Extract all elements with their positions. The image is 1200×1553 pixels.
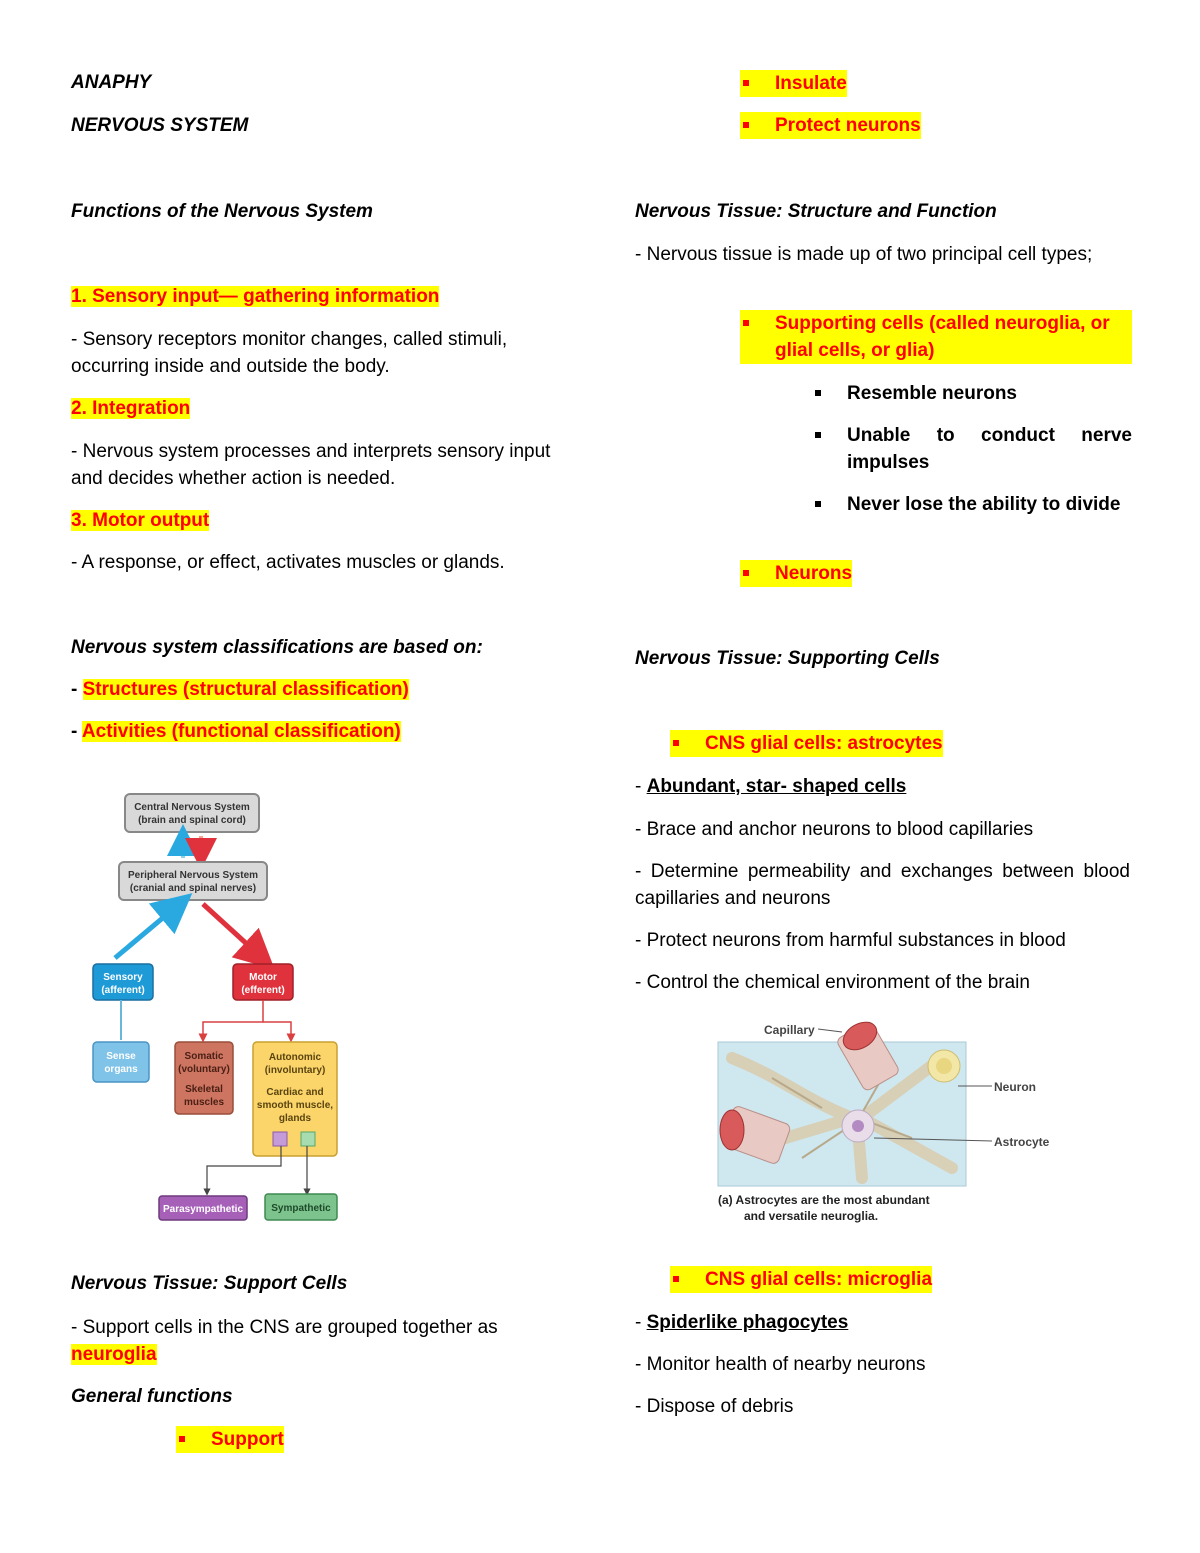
classification-structural: - Structures (structural classification) — [71, 679, 409, 700]
functions-heading: Functions of the Nervous System — [71, 201, 373, 222]
document-title: ANAPHY — [71, 72, 152, 93]
sensory-label-2: (afferent) — [101, 985, 145, 996]
cns-box — [125, 794, 259, 832]
function-1-text: - Sensory receptors monitor changes, called stimuli, occurring inside and outside the body. — [71, 329, 508, 377]
sub-bullet-never: Never lose the ability to divide — [812, 491, 1132, 518]
parasympathetic-label: Parasympathetic — [162, 1204, 244, 1215]
sympathetic-label: Sympathetic — [271, 1203, 331, 1214]
sub-bullet-unable: Unable to conduct nerve impulses — [812, 422, 1132, 476]
microglia-point-1: - Spiderlike phagocytes — [635, 1312, 849, 1333]
sense-organs-label-1: Sense — [106, 1051, 136, 1062]
somatic-label-4: muscles — [183, 1097, 225, 1108]
microglia-point-3: - Dispose of debris — [635, 1396, 794, 1417]
classification-functional: - Activities (functional classification) — [71, 721, 401, 742]
pns-label-2: (cranial and spinal nerves) — [129, 883, 257, 894]
function-1-title: 1. Sensory input— gathering information — [71, 286, 440, 307]
autonomic-label-4: smooth muscle, — [256, 1100, 334, 1111]
motor-label-2: (efferent) — [241, 985, 285, 996]
function-2-title: 2. Integration — [71, 398, 191, 419]
somatic-label-1: Somatic — [184, 1051, 224, 1062]
motor-label-1: Motor — [249, 972, 277, 983]
document-subtitle: NERVOUS SYSTEM — [71, 115, 249, 136]
general-functions-heading: General functions — [71, 1386, 233, 1407]
astrocytes-point-5: - Control the chemical environment of the brain — [635, 972, 1030, 993]
cns-label-1: Central Nervous System — [134, 802, 250, 813]
figure-caption-1: (a) Astrocytes are the most abundant — [718, 1193, 930, 1207]
function-2-text: - Nervous system processes and interprets sensory input and decides whether action is needed. — [71, 441, 551, 489]
general-function-support: Support — [176, 1426, 284, 1453]
pns-box — [119, 862, 267, 900]
astrocytes-point-3: - Determine permeability and exchanges between blood capillaries and neurons — [635, 861, 1130, 909]
capillary-label: Capillary — [764, 1023, 815, 1037]
sense-organs-label-2: organs — [104, 1064, 138, 1075]
pns-label-1: Peripheral Nervous System — [127, 870, 259, 881]
nervous-system-diagram — [85, 788, 355, 1228]
autonomic-label-3: Cardiac and — [266, 1087, 324, 1098]
autonomic-label-2: (involuntary) — [264, 1065, 326, 1076]
microglia-point-2: - Monitor health of nearby neurons — [635, 1354, 926, 1375]
sensory-label-1: Sensory — [103, 972, 143, 983]
cns-label-2: (brain and spinal cord) — [138, 815, 246, 826]
bullet-neurons: Neurons — [740, 560, 852, 587]
astrocytes-title: CNS glial cells: astrocytes — [670, 730, 943, 757]
microglia-title: CNS glial cells: microglia — [670, 1266, 932, 1293]
support-cells-heading: Nervous Tissue: Support Cells — [71, 1273, 348, 1294]
astrocyte-figure — [712, 1018, 1072, 1230]
astrocytes-point-1: - Abundant, star- shaped cells — [635, 776, 907, 797]
astrocytes-point-2: - Brace and anchor neurons to blood capillaries — [635, 819, 1034, 840]
autonomic-label-1: Autonomic — [268, 1052, 322, 1063]
autonomic-label-5: glands — [278, 1113, 312, 1124]
bullet-protect-neurons: Protect neurons — [740, 112, 921, 139]
support-cells-text: - Support cells in the CNS are grouped together as neuroglia — [71, 1317, 498, 1365]
neuron-label: Neuron — [994, 1080, 1036, 1094]
sense-organs-box — [93, 1042, 149, 1082]
astrocytes-point-4: - Protect neurons from harmful substances in blood — [635, 930, 1066, 951]
supporting-cells-heading: Nervous Tissue: Supporting Cells — [635, 648, 940, 669]
tissue-structure-heading: Nervous Tissue: Structure and Function — [635, 201, 997, 222]
tissue-structure-text: - Nervous tissue is made up of two principal cell types; — [635, 244, 1093, 265]
figure-caption-2: and versatile neuroglia. — [744, 1209, 879, 1223]
bullet-insulate: Insulate — [740, 70, 847, 97]
sub-bullet-resemble: Resemble neurons — [812, 380, 1132, 407]
astrocyte-label: Astrocyte — [994, 1135, 1050, 1149]
somatic-label-2: (voluntary) — [178, 1064, 230, 1075]
classifications-heading: Nervous system classifications are based on: — [71, 637, 483, 658]
function-3-text: - A response, or effect, activates muscles or glands. — [71, 552, 505, 573]
bullet-supporting-cells: Supporting cells (called neuroglia, or glial cells, or glia) — [740, 310, 1132, 364]
somatic-label-3: Skeletal — [185, 1084, 223, 1095]
function-3-title: 3. Motor output — [71, 510, 210, 531]
